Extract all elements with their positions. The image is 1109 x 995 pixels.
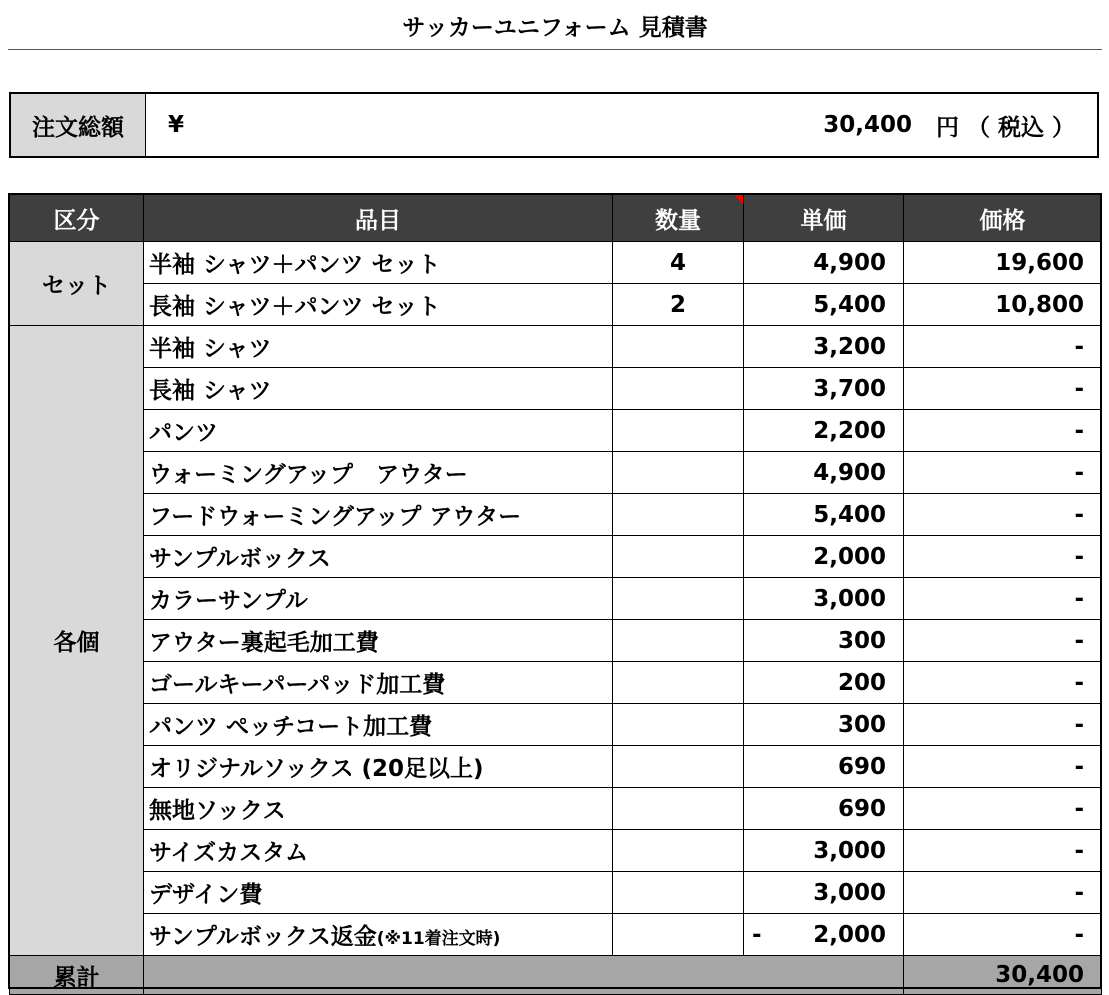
price-cell[interactable]: - <box>904 662 1102 704</box>
item-cell[interactable] <box>144 452 613 494</box>
unit-price-cell[interactable] <box>744 536 904 578</box>
item-name: 無地ソックス <box>149 798 286 824</box>
table-header-row <box>10 195 1102 242</box>
qty-cell[interactable] <box>613 872 744 914</box>
page-title: サッカーユニフォーム 見積書 <box>402 15 708 41</box>
unit-price-value: 690 <box>837 753 886 780</box>
table-row <box>10 452 1102 494</box>
unit-price-value: 3,000 <box>813 585 886 612</box>
qty-cell[interactable] <box>613 452 744 494</box>
item-name: フードウォーミングアップ アウター <box>149 504 522 530</box>
table-row <box>10 662 1102 704</box>
sum-row <box>10 956 1102 995</box>
qty-cell[interactable] <box>613 326 744 368</box>
table-row <box>10 242 1102 284</box>
unit-price-value: 3,000 <box>813 879 886 906</box>
table-row <box>10 578 1102 620</box>
qty-cell[interactable] <box>613 578 744 620</box>
unit-price-value: 2,000 <box>813 921 886 948</box>
unit-price-value: 4,900 <box>813 249 886 276</box>
price-cell[interactable]: - <box>904 620 1102 662</box>
unit-price-cell[interactable] <box>744 494 904 536</box>
item-cell[interactable] <box>144 914 613 956</box>
unit-price-cell[interactable] <box>744 242 904 284</box>
order-total-amount <box>206 94 1097 156</box>
item-cell[interactable] <box>144 746 613 788</box>
item-name: 半袖 シャツ <box>149 336 272 362</box>
minus-sign: - <box>752 921 762 948</box>
estimate-table <box>9 194 1102 995</box>
price-cell[interactable]: 19,600 <box>904 242 1102 284</box>
item-cell[interactable] <box>144 578 613 620</box>
comment-marker-icon <box>734 195 743 204</box>
item-name: 長袖 シャツ＋パンツ セット <box>149 294 441 320</box>
item-cell[interactable] <box>144 284 613 326</box>
qty-cell[interactable] <box>613 620 744 662</box>
header-price: 価格 <box>904 195 1102 242</box>
price-cell[interactable]: - <box>904 326 1102 368</box>
currency-symbol: ¥ <box>167 112 184 138</box>
unit-price-cell[interactable] <box>744 662 904 704</box>
qty-cell[interactable] <box>613 914 744 956</box>
table-row <box>10 830 1102 872</box>
order-total-box <box>9 92 1099 158</box>
unit-price-value: 200 <box>837 669 886 696</box>
unit-price-cell[interactable] <box>744 788 904 830</box>
item-cell[interactable] <box>144 368 613 410</box>
unit-price-value: 3,700 <box>813 375 886 402</box>
price-cell[interactable]: - <box>904 452 1102 494</box>
price-cell[interactable]: - <box>904 788 1102 830</box>
item-name: 半袖 シャツ＋パンツ セット <box>149 252 441 278</box>
qty-cell[interactable] <box>613 494 744 536</box>
price-cell[interactable]: - <box>904 830 1102 872</box>
category-each: 各個 <box>10 326 144 956</box>
item-cell[interactable] <box>144 326 613 368</box>
header-qty <box>613 195 744 242</box>
unit-price-cell[interactable] <box>744 830 904 872</box>
price-cell[interactable]: - <box>904 578 1102 620</box>
table-row <box>10 788 1102 830</box>
order-total-value: 30,400 <box>823 112 912 138</box>
price-cell[interactable]: - <box>904 914 1102 956</box>
table-row <box>10 620 1102 662</box>
order-total-unit: 円 （ 税込 ） <box>935 114 1075 141</box>
unit-price-cell[interactable] <box>744 578 904 620</box>
item-name: サイズカスタム <box>149 840 309 866</box>
unit-price-value: 4,900 <box>813 459 886 486</box>
unit-price-cell[interactable] <box>744 410 904 452</box>
item-name: ウォーミングアップ アウター <box>149 462 468 488</box>
header-category: 区分 <box>10 195 144 242</box>
unit-price-value: 690 <box>837 795 886 822</box>
item-name: サンプルボックス返金 <box>149 924 377 950</box>
header-qty-label: 数量 <box>655 207 701 234</box>
item-cell[interactable] <box>144 704 613 746</box>
item-note: (※11着注文時) <box>376 929 501 949</box>
price-cell[interactable]: - <box>904 536 1102 578</box>
price-cell[interactable]: - <box>904 368 1102 410</box>
header-unit-price: 単価 <box>744 195 904 242</box>
price-cell[interactable]: - <box>904 746 1102 788</box>
sum-total: 30,400 <box>904 956 1102 995</box>
unit-price-cell[interactable] <box>744 326 904 368</box>
item-name: 長袖 シャツ <box>149 378 272 404</box>
qty-cell[interactable] <box>613 410 744 452</box>
unit-price-cell[interactable] <box>744 746 904 788</box>
item-cell[interactable] <box>144 410 613 452</box>
table-row <box>10 368 1102 410</box>
unit-price-value: 3,000 <box>813 837 886 864</box>
title-underline <box>8 49 1102 50</box>
item-name: デザイン費 <box>149 882 263 908</box>
header-item: 品目 <box>144 195 613 242</box>
unit-price-cell[interactable] <box>744 368 904 410</box>
sum-label: 累計 <box>10 956 144 995</box>
item-name: カラーサンプル <box>149 588 308 614</box>
item-name: オリジナルソックス (20足以上) <box>149 756 484 782</box>
table-row <box>10 872 1102 914</box>
qty-cell[interactable] <box>613 536 744 578</box>
unit-price-value: 300 <box>837 627 886 654</box>
qty-cell[interactable] <box>613 368 744 410</box>
table-row <box>10 326 1102 368</box>
price-cell[interactable]: - <box>904 704 1102 746</box>
unit-price-cell[interactable] <box>744 914 904 956</box>
table-row <box>10 704 1102 746</box>
qty-cell[interactable] <box>613 830 744 872</box>
item-cell[interactable] <box>144 620 613 662</box>
unit-price-value: 3,200 <box>813 333 886 360</box>
unit-price-cell[interactable] <box>744 284 904 326</box>
price-cell[interactable]: - <box>904 494 1102 536</box>
table-row <box>10 536 1102 578</box>
item-name: サンプルボックス <box>149 546 331 572</box>
item-cell[interactable] <box>144 830 613 872</box>
item-name: アウター裏起毛加工費 <box>149 630 379 656</box>
item-name: ゴールキーパーパッド加工費 <box>149 672 446 698</box>
unit-price-value: 5,400 <box>813 501 886 528</box>
table-row <box>10 746 1102 788</box>
unit-price-value: 2,200 <box>813 417 886 444</box>
unit-price-value: 2,000 <box>813 543 886 570</box>
table-row <box>10 914 1102 956</box>
item-cell[interactable] <box>144 662 613 704</box>
unit-price-value: 300 <box>837 711 886 738</box>
unit-price-cell[interactable] <box>744 872 904 914</box>
item-cell[interactable] <box>144 536 613 578</box>
item-cell[interactable] <box>144 494 613 536</box>
price-cell[interactable]: - <box>904 410 1102 452</box>
unit-price-value: 5,400 <box>813 291 886 318</box>
unit-price-cell[interactable] <box>744 620 904 662</box>
category-set: セット <box>10 242 144 326</box>
table-row <box>10 284 1102 326</box>
qty-cell[interactable] <box>613 746 744 788</box>
item-cell[interactable] <box>144 242 613 284</box>
qty-cell[interactable]: 4 <box>613 242 744 284</box>
item-name: パンツ ぺッチコート加工費 <box>149 714 433 740</box>
price-cell[interactable]: - <box>904 872 1102 914</box>
price-cell[interactable]: 10,800 <box>904 284 1102 326</box>
item-cell[interactable] <box>144 872 613 914</box>
item-cell[interactable] <box>144 788 613 830</box>
qty-cell[interactable] <box>613 788 744 830</box>
sum-blank <box>144 956 904 995</box>
item-name: パンツ <box>149 420 218 446</box>
qty-cell[interactable] <box>613 662 744 704</box>
unit-price-cell[interactable] <box>744 704 904 746</box>
qty-cell[interactable]: 2 <box>613 284 744 326</box>
unit-price-cell[interactable] <box>744 452 904 494</box>
table-row <box>10 494 1102 536</box>
table-row <box>10 410 1102 452</box>
qty-cell[interactable] <box>613 704 744 746</box>
order-total-label: 注文総額 <box>11 94 146 156</box>
